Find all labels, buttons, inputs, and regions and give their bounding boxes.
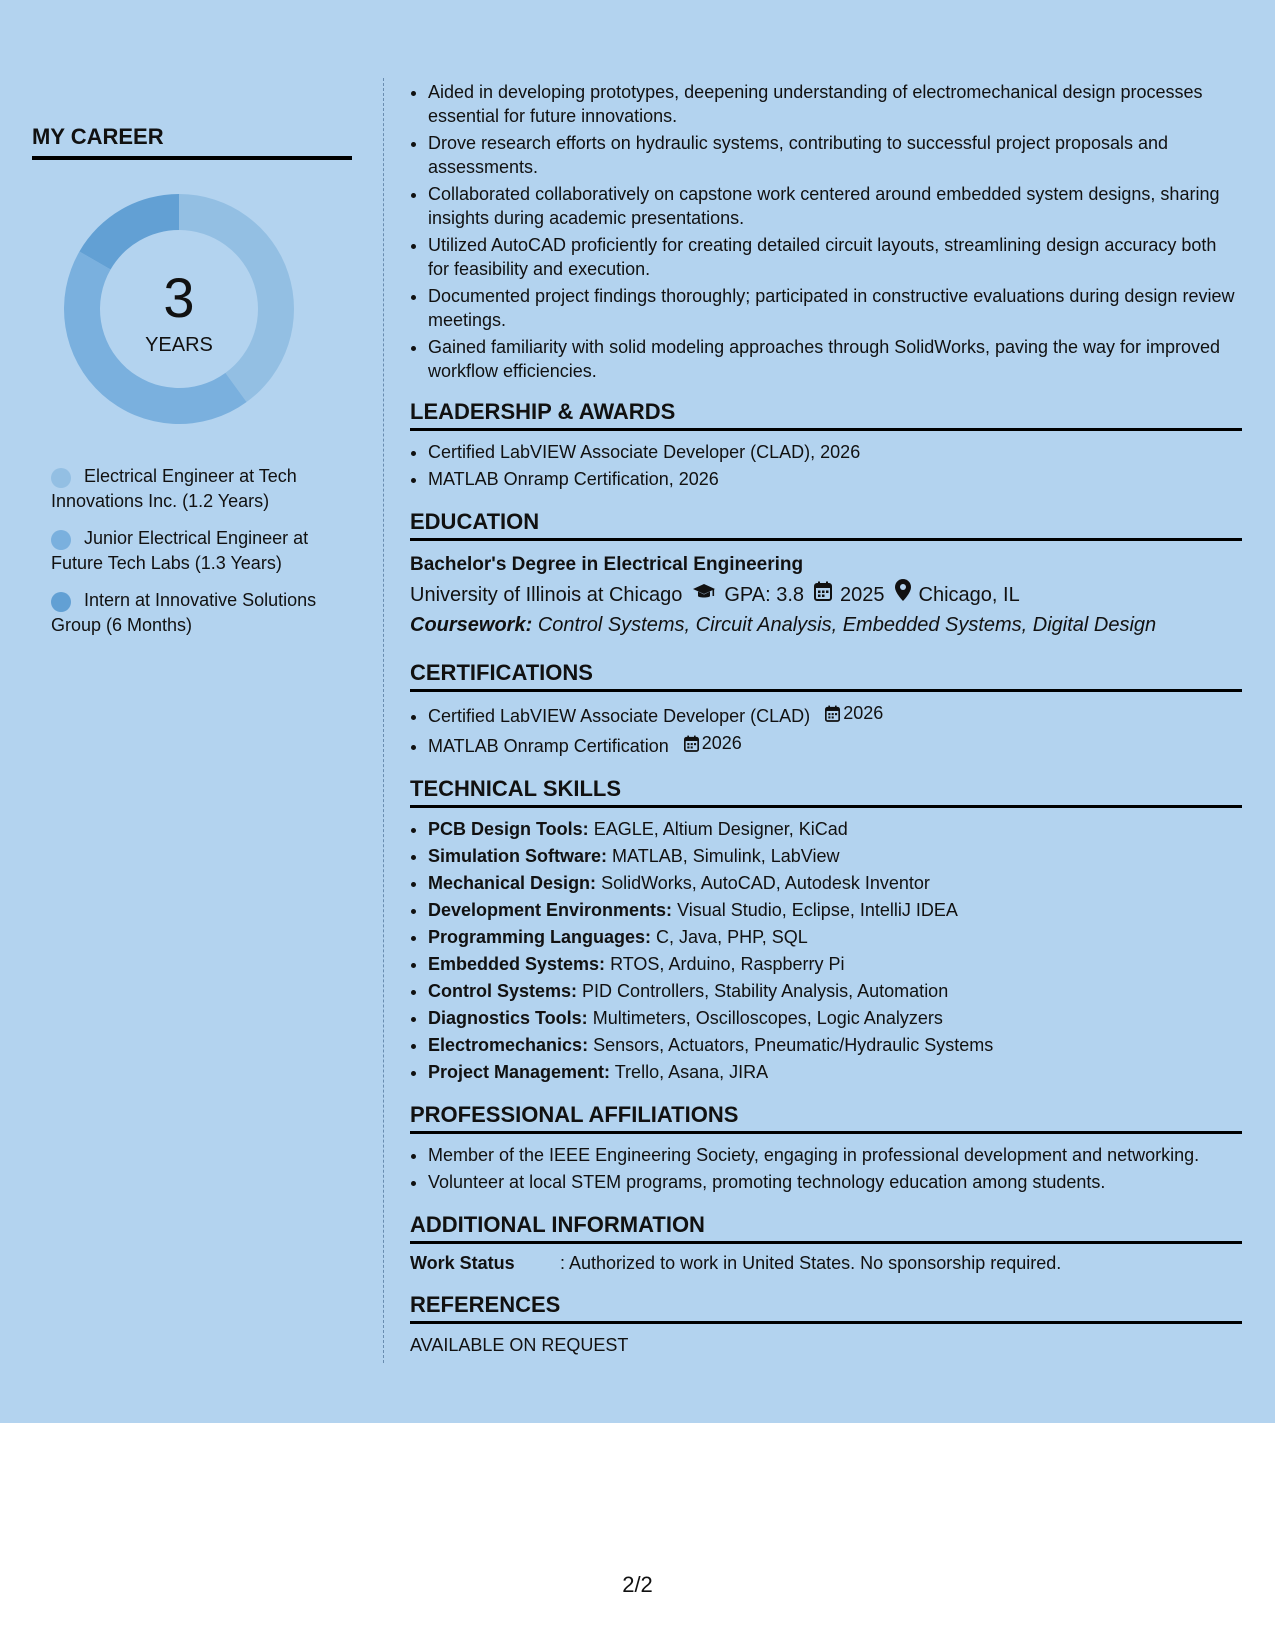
gpa: GPA: 3.8	[724, 583, 805, 606]
skill-values: MATLAB, Simulink, LabView	[612, 846, 840, 866]
list-item: • Utilized AutoCAD proficiently for creating detailed circuit layouts, streamlining design accuracy both for feasibility and execution.	[428, 233, 1242, 281]
location-pin-icon	[895, 579, 911, 610]
section-title-references: REFERENCES	[410, 1292, 1242, 1324]
career-heading: MY CAREER	[32, 124, 352, 160]
career-years-unit: YEARS	[145, 334, 213, 356]
graduation-cap-icon	[692, 580, 716, 610]
skill-category: Development Environments:	[428, 900, 673, 920]
list-item	[428, 897, 1242, 924]
section-title-additional: ADDITIONAL INFORMATION	[410, 1212, 1242, 1244]
coursework	[410, 610, 1242, 640]
legend-label: Electrical Engineer at Tech Innovations Inc. (1.2 Years)	[51, 466, 297, 511]
career-legend	[51, 464, 351, 650]
legend-dot	[51, 468, 71, 488]
skill-values: Trello, Asana, JIRA	[614, 1062, 769, 1082]
list-item	[428, 843, 1242, 870]
calendar-icon	[814, 580, 832, 610]
list-item	[428, 951, 1242, 978]
skill-values: C, Java, PHP, SQL	[656, 927, 808, 947]
list-item: • Collaborated collaboratively on capstone work centered around embedded system designs, sharing insights during academic presentations.	[428, 182, 1242, 230]
skill-values: EAGLE, Altium Designer, KiCad	[593, 819, 848, 839]
list-item	[428, 978, 1242, 1005]
page-number: 2/2	[622, 1572, 653, 1597]
skill-values: PID Controllers, Stability Analysis, Automation	[582, 981, 949, 1001]
list-item: • Gained familiarity with solid modeling approaches through SolidWorks, paving the way for improved workflow efficiencies.	[428, 335, 1242, 383]
certification-name: MATLAB Onramp Certification	[428, 736, 669, 756]
main-column	[410, 80, 1242, 1358]
career-years-number: 3	[163, 266, 195, 329]
skill-category: Simulation Software:	[428, 846, 608, 866]
certification-date	[825, 700, 883, 727]
certification-year: 2026	[843, 703, 884, 723]
skill-category: Control Systems:	[428, 981, 578, 1001]
certification-name: Certified LabVIEW Associate Developer (CLAD)	[428, 706, 811, 726]
legend-item	[51, 464, 351, 514]
calendar-icon	[684, 735, 699, 752]
list-item	[428, 730, 1242, 760]
graduation-year: 2025	[840, 583, 885, 606]
list-item: • Certified LabVIEW Associate Developer (CLAD), 2026	[428, 439, 1242, 466]
legend-label: Intern at Innovative Solutions Group (6 Months)	[51, 590, 317, 635]
work-status-row	[410, 1250, 1242, 1276]
skills-list	[410, 816, 1242, 1086]
list-item: • MATLAB Onramp Certification, 2026	[428, 466, 1242, 493]
skill-category: Embedded Systems:	[428, 954, 606, 974]
list-item	[428, 870, 1242, 897]
certification-date	[684, 730, 742, 757]
column-divider	[383, 78, 384, 1363]
references-text: AVAILABLE ON REQUEST	[410, 1335, 629, 1355]
skill-values: Visual Studio, Eclipse, IntelliJ IDEA	[677, 900, 958, 920]
school-location: Chicago, IL	[918, 583, 1020, 606]
legend-item	[51, 588, 351, 638]
list-item	[428, 1059, 1242, 1086]
legend-item	[51, 526, 351, 576]
section-title-skills: TECHNICAL SKILLS	[410, 776, 1242, 808]
school-name: University of Illinois at Chicago	[410, 583, 683, 606]
section-title-leadership: LEADERSHIP & AWARDS	[410, 399, 1242, 431]
leadership-list	[410, 439, 1242, 493]
list-item: • Member of the IEEE Engineering Society, engaging in professional development and networking.	[428, 1142, 1242, 1169]
list-item	[428, 1032, 1242, 1059]
degree-title: Bachelor's Degree in Electrical Engineering	[410, 554, 804, 575]
list-item: • Drove research efforts on hydraulic systems, contributing to successful project proposals and assessments.	[428, 131, 1242, 179]
section-title-affiliations: PROFESSIONAL AFFILIATIONS	[410, 1102, 1242, 1134]
coursework-list: Control Systems, Circuit Analysis, Embedded Systems, Digital Design	[537, 614, 1157, 636]
legend-dot	[51, 530, 71, 550]
list-item	[428, 816, 1242, 843]
career-sidebar	[32, 124, 352, 635]
skill-category: Mechanical Design:	[428, 873, 597, 893]
calendar-icon	[825, 705, 840, 722]
donut-center	[64, 194, 294, 424]
education-details	[410, 579, 1242, 610]
certifications-list	[410, 700, 1242, 760]
experience-bullets	[410, 80, 1242, 383]
legend-dot	[51, 592, 71, 612]
legend-label: Junior Electrical Engineer at Future Tech Labs (1.3 Years)	[51, 528, 309, 573]
skill-category: Diagnostics Tools:	[428, 1008, 588, 1028]
certification-year: 2026	[701, 733, 742, 753]
skill-values: Multimeters, Oscilloscopes, Logic Analyzers	[592, 1008, 943, 1028]
work-status-value: : Authorized to work in United States. No sponsorship required.	[560, 1253, 1062, 1273]
list-item	[428, 924, 1242, 951]
skill-category: Programming Languages:	[428, 927, 652, 947]
list-item	[428, 700, 1242, 730]
skill-values: RTOS, Arduino, Raspberry Pi	[610, 954, 845, 974]
affiliations-list	[410, 1142, 1242, 1196]
list-item	[428, 1005, 1242, 1032]
skill-category: PCB Design Tools:	[428, 819, 589, 839]
skill-values: Sensors, Actuators, Pneumatic/Hydraulic Systems	[593, 1035, 994, 1055]
skill-category: Project Management:	[428, 1062, 611, 1082]
list-item: • Documented project findings thoroughly; participated in constructive evaluations during design review meetings.	[428, 284, 1242, 332]
section-title-education: EDUCATION	[410, 509, 1242, 541]
list-item: • Aided in developing prototypes, deepening understanding of electromechanical design processes essential for future innovations.	[428, 80, 1242, 128]
work-status-label: Work Status	[410, 1253, 515, 1273]
skill-values: SolidWorks, AutoCAD, Autodesk Inventor	[601, 873, 930, 893]
list-item: • Volunteer at local STEM programs, promoting technology education among students.	[428, 1169, 1242, 1196]
career-donut-chart	[64, 194, 294, 424]
section-title-certifications: CERTIFICATIONS	[410, 660, 1242, 692]
coursework-label: Coursework:	[410, 614, 533, 636]
skill-category: Electromechanics:	[428, 1035, 589, 1055]
